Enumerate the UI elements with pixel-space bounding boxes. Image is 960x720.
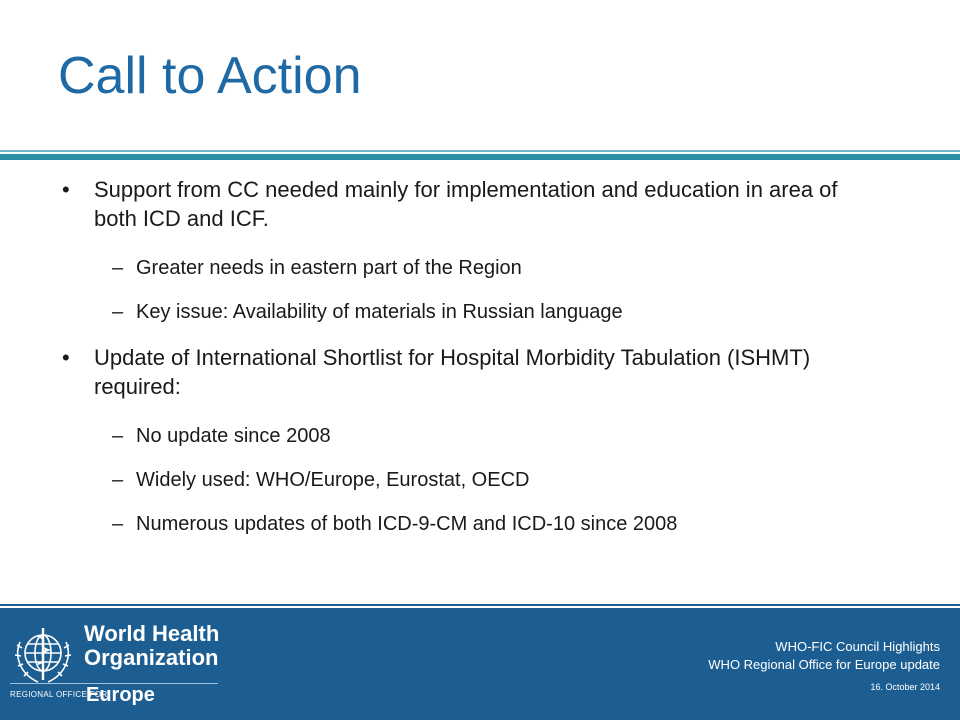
dash-marker: – — [112, 469, 124, 491]
bullet-item — [62, 343, 882, 401]
bullet-item — [62, 175, 882, 233]
dash-marker: – — [112, 425, 124, 447]
sub-bullet-text: Key issue: Availability of materials in Russian language — [136, 301, 623, 323]
sub-bullet-text: Numerous updates of both ICD-9-CM and ICD-10 since 2008 — [136, 513, 678, 535]
bullet-marker: • — [62, 345, 70, 370]
dash-marker: – — [112, 301, 124, 323]
sub-bullet-item — [62, 467, 882, 493]
footer-date: 16. October 2014 — [870, 682, 940, 692]
footer-subtitle: WHO Regional Office for Europe update — [708, 657, 940, 672]
sub-bullet-item — [62, 299, 882, 325]
region-name: Europe — [86, 684, 155, 706]
title-divider-thin — [0, 150, 960, 152]
slide-title: Call to Action — [58, 47, 362, 105]
sub-bullet-text: No update since 2008 — [136, 425, 331, 447]
who-logo — [10, 618, 220, 710]
footer-top-line — [0, 604, 960, 606]
regional-office-label: REGIONAL OFFICE FOR — [10, 690, 108, 699]
footer-info — [708, 638, 940, 694]
dash-marker: – — [112, 513, 124, 535]
who-emblem-icon — [10, 622, 76, 688]
sub-bullet-item — [62, 255, 882, 281]
sub-bullet-text: Widely used: WHO/Europe, Eurostat, OECD — [136, 469, 530, 491]
sub-bullet-text: Greater needs in eastern part of the Region — [136, 257, 522, 279]
slide-body — [62, 175, 882, 537]
bullet-text: Support from CC needed mainly for implementation and education in area of both ICD and ICF. — [94, 177, 838, 231]
title-divider-thick — [0, 154, 960, 160]
bullet-marker: • — [62, 177, 70, 202]
sub-bullet-item — [62, 511, 882, 537]
dash-marker: – — [112, 257, 124, 279]
organization-name: World Health Organization — [84, 621, 220, 670]
sub-bullet-item — [62, 423, 882, 449]
bullet-text: Update of International Shortlist for Hospital Morbidity Tabulation (ISHMT) required: — [94, 345, 811, 399]
footer-event-title: WHO-FIC Council Highlights — [775, 639, 940, 654]
